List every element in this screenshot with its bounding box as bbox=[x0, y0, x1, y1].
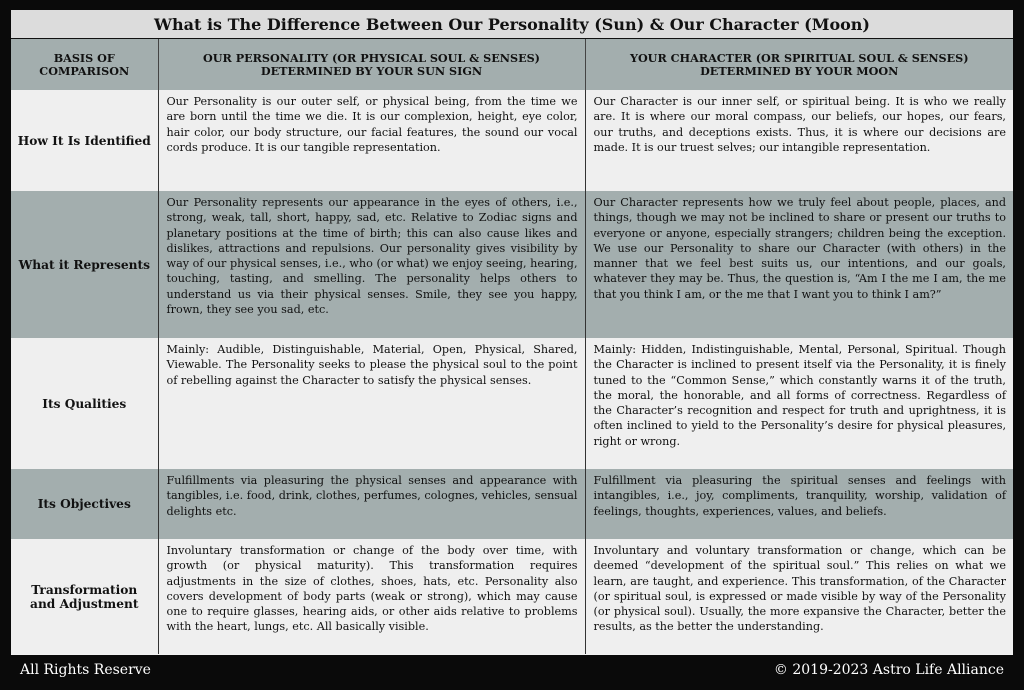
personality-cell: Our Personality represents our appearance in the eyes of others, i.e., strong, weak, tall, short, happy, sad, etc. Relative to Zodiac signs and planetary positions at the time of birth; this can also cause likes and dislikes, attractions and repulsions. Our personality gives visibility by way of our physical senses, i.e., who (or what) we enjoy seeing, hearing, touching, tasting, and smelling. The personality helps others to understand us via their physical senses. Smile, they see you happy, frown, they see you sad, etc. bbox=[158, 191, 585, 338]
footer bbox=[0, 655, 1024, 690]
table-row bbox=[11, 191, 1013, 338]
personality-cell: Our Personality is our outer self, or physical being, from the time we are born until the time we die. It is our complexion, height, eye color, hair color, our body structure, our facial features, the sound our vocal cords produce. It is our tangible representation. bbox=[158, 90, 585, 191]
character-cell: Fulfillment via pleasuring the spiritual senses and feelings with intangibles, i.e., joy, compliments, tranquility, worship, validation of feelings, thoughts, experiences, values, and beliefs. bbox=[585, 469, 1013, 539]
character-cell: Our Character represents how we truly feel about people, places, and things, though we may not be inclined to share or present our truths to everyone or anyone, especially strangers; children being the exception. We use our Personality to share our Character (with others) in the manner that we feel best suits us, our intentions, and our goals, whatever they may be. Thus, the question is, “Am I the me I am, the me that you think I am, or the me that I want you to think I am?” bbox=[585, 191, 1013, 338]
table-row bbox=[11, 539, 1013, 654]
table-row bbox=[11, 90, 1013, 191]
rights-notice: All Rights Reserve bbox=[20, 662, 151, 678]
table-row bbox=[11, 469, 1013, 539]
row-label: Its Qualities bbox=[11, 338, 158, 469]
row-label: Its Objectives bbox=[11, 469, 158, 539]
header-personality: OUR PERSONALITY (OR PHYSICAL SOUL & SENSES) DETERMINED BY YOUR SUN SIGN bbox=[158, 39, 585, 90]
character-cell: Involuntary and voluntary transformation or change, which can be deemed “development of the spiritual soul.” This relies on what we learn, are taught, and experience. This transformation, of the Character (or spiritual soul, is expressed or made visible by way of the Personality (or physical soul). Usually, the more expansive the Character, better the results, as the better the understanding. bbox=[585, 539, 1013, 654]
row-label: How It Is Identified bbox=[11, 90, 158, 191]
row-label: Transformation and Adjustment bbox=[11, 539, 158, 654]
personality-cell: Mainly: Audible, Distinguishable, Material, Open, Physical, Shared, Viewable. The Personality seeks to please the physical soul to the point of rebelling against the Character to satisfy the physical senses. bbox=[158, 338, 585, 469]
character-cell: Mainly: Hidden, Indistinguishable, Mental, Personal, Spiritual. Though the Character is inclined to present itself via the Personality, it is finely tuned to the “Common Sense,” which constantly warns it of the truth, the moral, the honorable, and all forms of correctness. Regardless of the Character’s recognition and respect for truth and uprightness, it is often inclined to yield to the Personality’s desire for physical pleasures, right or wrong. bbox=[585, 338, 1013, 469]
table-row bbox=[11, 338, 1013, 469]
comparison-table bbox=[11, 39, 1013, 654]
character-cell: Our Character is our inner self, or spiritual being. It is who we really are. It is where our moral compass, our beliefs, our hopes, our fears, our truths, and deceptions exists. Thus, it is where our decisions are made. It is our truest selves; our intangible representation. bbox=[585, 90, 1013, 191]
personality-cell: Involuntary transformation or change of the body over time, with growth (or physical maturity). This transformation requires adjustments in the size of clothes, shoes, hats, etc. Personality also covers development of body parts (weak or strong), which may cause one to require glasses, hearing aids, or other aids relative to problems with the heart, lungs, etc. All basically visible. bbox=[158, 539, 585, 654]
copyright-notice: © 2019-2023 Astro Life Alliance bbox=[773, 662, 1004, 678]
personality-cell: Fulfillments via pleasuring the physical senses and appearance with tangibles, i.e. food, drink, clothes, perfumes, colognes, vehicles, sensual delights etc. bbox=[158, 469, 585, 539]
header-basis: BASIS OF COMPARISON bbox=[11, 39, 158, 90]
header-row bbox=[11, 39, 1013, 90]
comparison-chart bbox=[11, 10, 1013, 655]
page-title: What is The Difference Between Our Personality (Sun) & Our Character (Moon) bbox=[11, 10, 1013, 39]
header-character: YOUR CHARACTER (OR SPIRITUAL SOUL & SENSES) DETERMINED BY YOUR MOON bbox=[585, 39, 1013, 90]
row-label: What it Represents bbox=[11, 191, 158, 338]
